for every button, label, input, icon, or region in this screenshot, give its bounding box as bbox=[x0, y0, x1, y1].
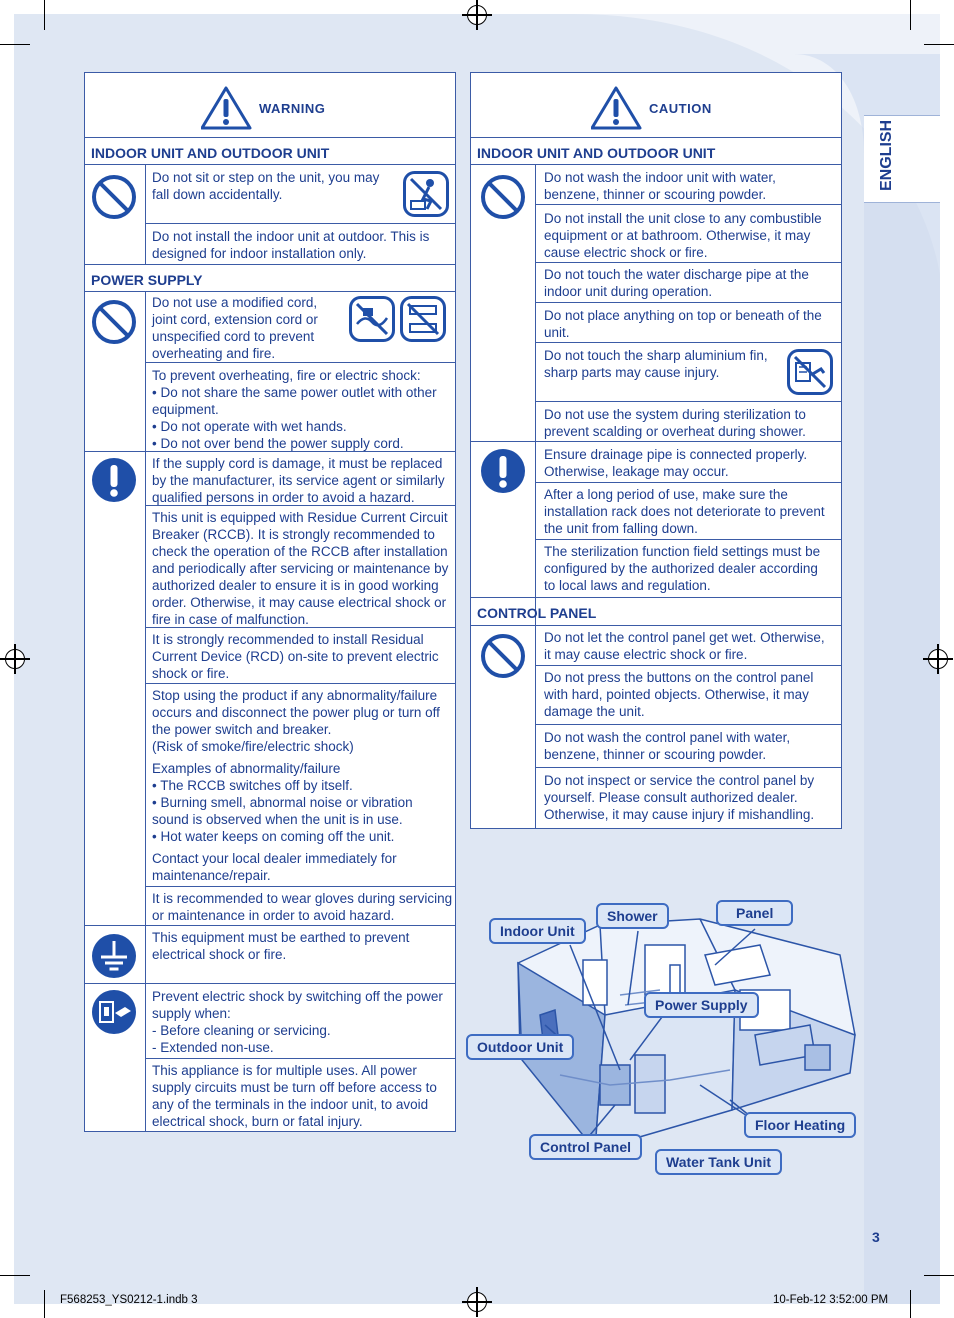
caution-item: Do not wash the indoor unit with water, benzene, thinner or scouring powder. bbox=[544, 170, 776, 202]
sharp-fin-hazard-icon bbox=[787, 349, 833, 395]
warning-item: Prevent electric shock by switching off the power supply when: - Before cleaning or servicing. - Extended non-use. bbox=[152, 989, 443, 1055]
no-extension-cord-icon bbox=[400, 296, 446, 342]
diagram-label-power-supply: Power Supply bbox=[644, 992, 759, 1018]
registration-mark-icon bbox=[5, 649, 25, 669]
earth-ground-icon bbox=[91, 933, 137, 979]
language-tab-label: ENGLISH bbox=[878, 119, 895, 191]
warning-item: This appliance is for multiple uses. All power supply circuits must be turn off before access to any of the terminals in the indoor unit, to avoid electrical shock, burn or fatal injury. bbox=[152, 1063, 437, 1129]
caution-item: Do not wash the control panel with water, benzene, thinner or scouring powder. bbox=[544, 730, 791, 762]
warning-item: If the supply cord is damage, it must be replaced by the manufacturer, its service agent or similarly qualified persons in order to avoid a hazard. bbox=[152, 456, 445, 505]
crop-mark bbox=[44, 0, 45, 30]
registration-mark-icon bbox=[928, 649, 948, 669]
section-title: INDOOR UNIT AND OUTDOOR UNIT bbox=[91, 145, 330, 161]
caution-triangle-icon bbox=[591, 85, 643, 131]
language-tab bbox=[864, 115, 940, 203]
section-title: CONTROL PANEL bbox=[477, 605, 597, 621]
diagram-label-panel: Panel bbox=[716, 900, 793, 926]
footer-timestamp: 10-Feb-12 3:52:00 PM bbox=[773, 1294, 889, 1306]
warning-item: Examples of abnormality/failure • The RCCB switches off by itself. • Burning smell, abnormal noise or vibration sound is observed when the unit is in use. • Hot water keeps on coming off the unit. bbox=[152, 761, 413, 844]
diagram-label-control-panel: Control Panel bbox=[529, 1134, 642, 1160]
mandatory-action-icon bbox=[480, 448, 526, 494]
diagram-label-floor-heating: Floor Heating bbox=[744, 1112, 856, 1138]
caution-item: Do not install the unit close to any combustible equipment or at bathroom. Otherwise, it may cause electric shock or fire. bbox=[544, 211, 822, 260]
warning-triangle-icon bbox=[201, 85, 253, 131]
caution-item: Do not touch the sharp aluminium fin, sharp parts may cause injury. bbox=[544, 348, 768, 380]
prohibition-icon bbox=[480, 633, 526, 679]
section-title: POWER SUPPLY bbox=[91, 272, 203, 288]
warning-item: Contact your local dealer immediately for maintenance/repair. bbox=[152, 851, 397, 883]
caution-item: Do not inspect or service the control panel by yourself. Please consult authorized dealer. Otherwise, it may cause injury if mishandling. bbox=[544, 773, 815, 822]
warning-item: This unit is equipped with Residue Current Circuit Breaker (RCCB). It is strongly recommended to check the operation of the RCCB after installation and periodically after servicing or maintenance by authorized dealer to ensure it is in good working order. Otherwise, it may cause electrical shock or fire in case of malfunction. bbox=[152, 510, 449, 627]
caution-item: Do not use the system during sterilization to prevent scalding or overheat during shower. bbox=[544, 407, 806, 439]
prohibition-icon bbox=[91, 299, 137, 345]
prohibition-icon bbox=[91, 174, 137, 220]
crop-mark bbox=[0, 44, 30, 45]
caution-item: Do not press the buttons on the control panel with hard, pointed objects. Otherwise, it may damage the unit. bbox=[544, 670, 814, 719]
page-number: 3 bbox=[872, 1229, 880, 1245]
warning-item: Do not install the indoor unit at outdoor. This is designed for indoor installation only. bbox=[152, 229, 430, 261]
caution-item: After a long period of use, make sure the installation rack does not deteriorate to prevent the unit from falling down. bbox=[544, 487, 825, 536]
diagram-label-outdoor-unit: Outdoor Unit bbox=[466, 1034, 574, 1060]
registration-mark-icon bbox=[467, 1292, 487, 1312]
footer-file-info: F568253_YS0212-1.indb 3 bbox=[60, 1294, 198, 1306]
caution-item: Do not let the control panel get wet. Otherwise, it may cause electric shock or fire. bbox=[544, 630, 825, 662]
section-title: INDOOR UNIT AND OUTDOOR UNIT bbox=[477, 145, 716, 161]
caution-item: The sterilization function field settings must be configured by the authorized dealer according to local laws and regulation. bbox=[544, 544, 821, 593]
crop-mark bbox=[44, 1290, 45, 1318]
warning-item: Do not use a modified cord, joint cord, extension cord or unspecified cord to prevent overheating and fire. bbox=[152, 295, 318, 361]
caution-item: Do not place anything on top or beneath of the unit. bbox=[544, 308, 822, 340]
caution-item: Ensure drainage pipe is connected properly. Otherwise, leakage may occur. bbox=[544, 447, 808, 479]
crop-mark bbox=[910, 0, 911, 30]
warning-table bbox=[84, 72, 456, 1132]
warning-item: Do not sit or step on the unit, you may fall down accidentally. bbox=[152, 170, 380, 202]
warning-item: It is recommended to wear gloves during servicing or maintenance in order to avoid hazard. bbox=[152, 891, 453, 923]
warning-item: It is strongly recommended to install Residual Current Device (RCD) on-site to prevent electric shock or fire. bbox=[152, 632, 439, 681]
diagram-label-indoor-unit: Indoor Unit bbox=[489, 918, 586, 944]
caution-item: Do not touch the water discharge pipe at the indoor unit during operation. bbox=[544, 267, 809, 299]
mandatory-action-icon bbox=[91, 457, 137, 503]
warning-title: WARNING bbox=[259, 101, 326, 116]
crop-mark bbox=[924, 1275, 954, 1276]
registration-mark-icon bbox=[467, 5, 487, 25]
unplug-power-icon bbox=[91, 989, 137, 1035]
warning-item: This equipment must be earthed to prevent electrical shock or fire. bbox=[152, 930, 410, 962]
caution-table bbox=[470, 72, 842, 829]
no-stepping-icon bbox=[403, 171, 449, 217]
diagram-label-water-tank-unit: Water Tank Unit bbox=[655, 1149, 782, 1175]
crop-mark bbox=[924, 44, 954, 45]
caution-title: CAUTION bbox=[649, 101, 712, 116]
crop-mark bbox=[0, 1275, 30, 1276]
warning-item: Stop using the product if any abnormality/failure occurs and disconnect the power plug or turn off the power switch and breaker. (Risk of smoke/fire/electric shock) bbox=[152, 688, 440, 754]
no-modified-cord-icon bbox=[349, 296, 395, 342]
crop-mark bbox=[910, 1290, 911, 1318]
diagram-label-shower: Shower bbox=[596, 903, 669, 929]
warning-item: To prevent overheating, fire or electric shock: • Do not share the same power outlet with other equipment. • Do not operate with wet hands. • Do not over bend the power supply cord. bbox=[152, 368, 437, 451]
prohibition-icon bbox=[480, 174, 526, 220]
